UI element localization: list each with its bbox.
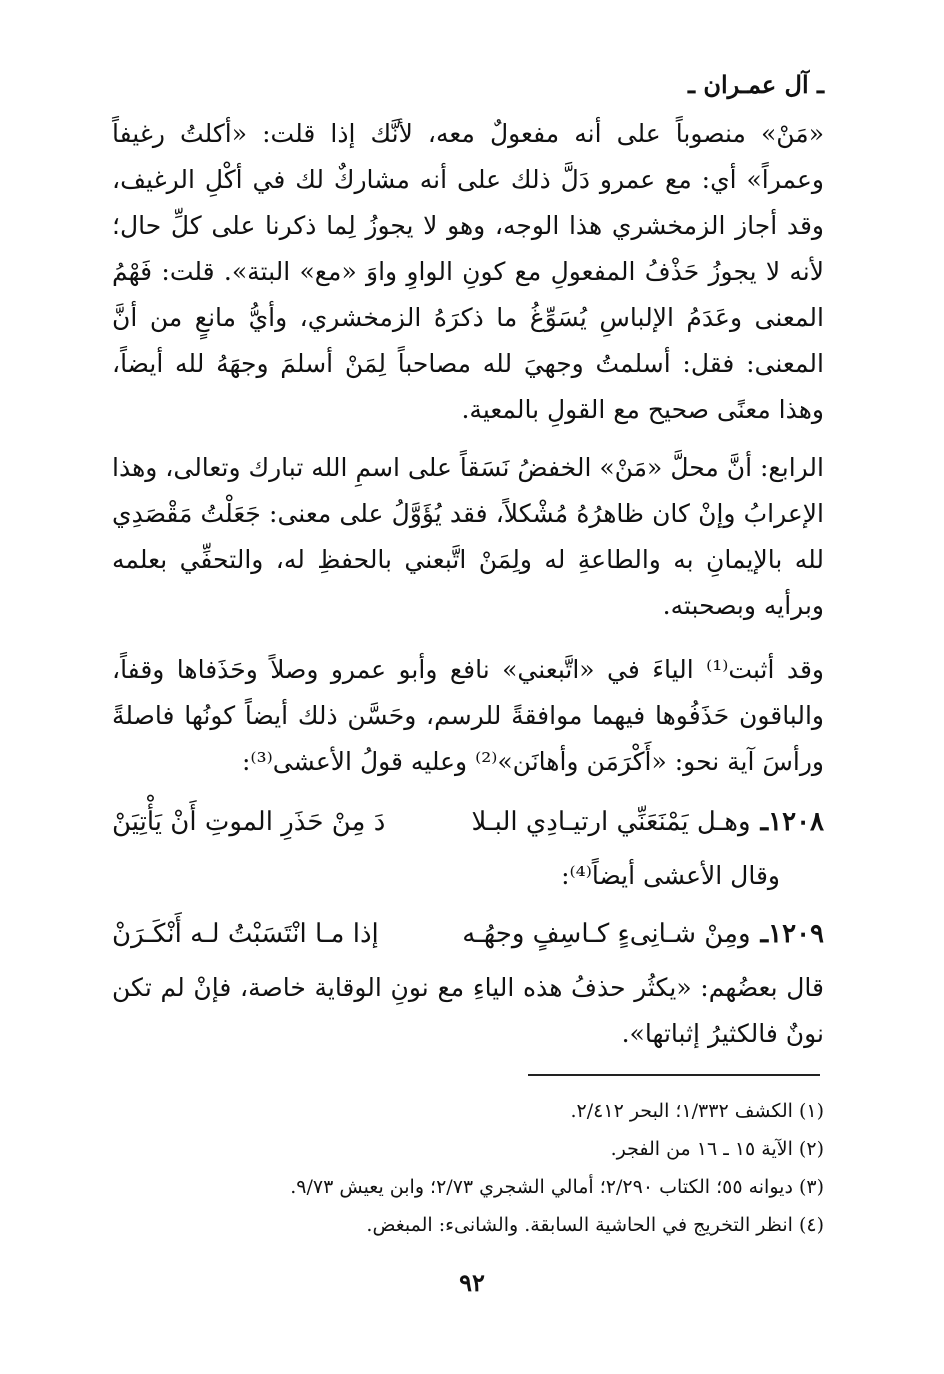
paragraph-1: «مَنْ» منصوباً على أنه مفعولٌ معه، لأنَّك إذا قلت: «أكلتُ رغيفاً وعمراً» أي: مع عمرو دَلَّ ذلك على أنه مشاركٌ لك في أكْلِ الرغيف، وقد أجاز الزمخشري هذا الوجه، وهو لا يجوزُ لِما ذكرنا على كلِّ حال؛ لأنه لا يجوزُ حَذْفُ المفعولِ مع كونِ الواوِ واوَ «مع» البتة». قلت: فَهْمُ المعنى وعَدَمُ الإلباسِ يُسَوِّغُ ما ذكرَهُ الزمخشري، وأيُّ مانعٍ من أنَّ المعنى: فقل: أسلمتُ وجهيَ لله مصاحباً لِمَنْ أسلمَ وجهَهُ لله أيضاً، وهذا معنًى صحيح مع القولِ بالمعية. bbox=[112, 119, 824, 424]
verse-1209 bbox=[112, 909, 824, 959]
footnotes bbox=[112, 1092, 824, 1244]
footnote-2: (٢) الآية ١٥ ـ ١٦ من الفجر. bbox=[610, 1138, 824, 1160]
verse-number: ١٢٠٨ـ bbox=[760, 807, 824, 837]
verse-1208 bbox=[112, 797, 824, 847]
verse-intro: وقال الأعشى أيضاً⁽⁴⁾: bbox=[561, 861, 780, 890]
footnote-3: (٣) ديوانه ٥٥؛ الكتاب ٢/٢٩٠؛ أمالي الشجري ٢/٧٣؛ وابن يعيش ٩/٧٣. bbox=[290, 1176, 824, 1198]
verse-second-hemistich: دَ مِنْ حَذَرِ الموتِ أَنْ يَأْتِيَنْ bbox=[111, 807, 386, 837]
footnote-separator bbox=[528, 1074, 820, 1076]
closing-paragraph: قال بعضُهم: «يكثُر حذفُ هذه الياءِ مع نونِ الوقاية خاصة، فإنْ لم تكن نونٌ فالكثيرُ إثباتها». bbox=[112, 973, 824, 1048]
verse-first-hemistich: وهـل يَمْنَعَنِّي ارتيـادِي البـلا bbox=[471, 807, 751, 837]
verse-number: ١٢٠٩ـ bbox=[760, 919, 824, 949]
running-header: ـ آل عمـران ـ bbox=[688, 70, 824, 99]
page-number: ٩٢ bbox=[459, 1268, 485, 1297]
page-body bbox=[112, 70, 824, 1069]
paragraph-3: وقد أثبت⁽¹⁾ الياءَ في «اتَّبعني» نافع وأبو عمرو وصلاً وحَذَفاها وقفاً، والباقون حَذَفُوها فيهما موافقةً للرسم، وحَسَّن ذلك أيضاً كونُها فاصلةً ورأسَ آية نحو: «أَكْرَمَن وأهانَن»⁽²⁾ وعليه قولُ الأعشى⁽³⁾: bbox=[112, 655, 824, 776]
footnote-1: (١) الكشف ١/٣٣٢؛ البحر ٢/٤١٢. bbox=[570, 1100, 824, 1122]
verse-second-hemistich: إذا مـا انْتَسَبْتُ لـه أَنْكَـرَنْ bbox=[111, 919, 379, 949]
paragraph-2: الرابع: أنَّ محلَّ «مَنْ» الخفضُ نَسَقاً على اسمِ الله تبارك وتعالى، وهذا الإعرابُ وإنْ كان ظاهرُهُ مُشْكلاً، فقد يُؤَوَّلُ على معنى: جَعَلْتُ مَقْصَدِي لله بالإيمانِ به والطاعةِ له ولِمَنْ اتَّبعني بالحفظِ له، والتحفِّي بعلمه وبرأيه وبصحبته. bbox=[112, 453, 824, 620]
verse-first-hemistich: ومِنْ شـانِىءٍ كـاسِفٍ وجهُـه bbox=[462, 919, 751, 949]
footnote-4: (٤) انظر التخريج في الحاشية السابقة. والشانىء: المبغض. bbox=[366, 1214, 824, 1236]
